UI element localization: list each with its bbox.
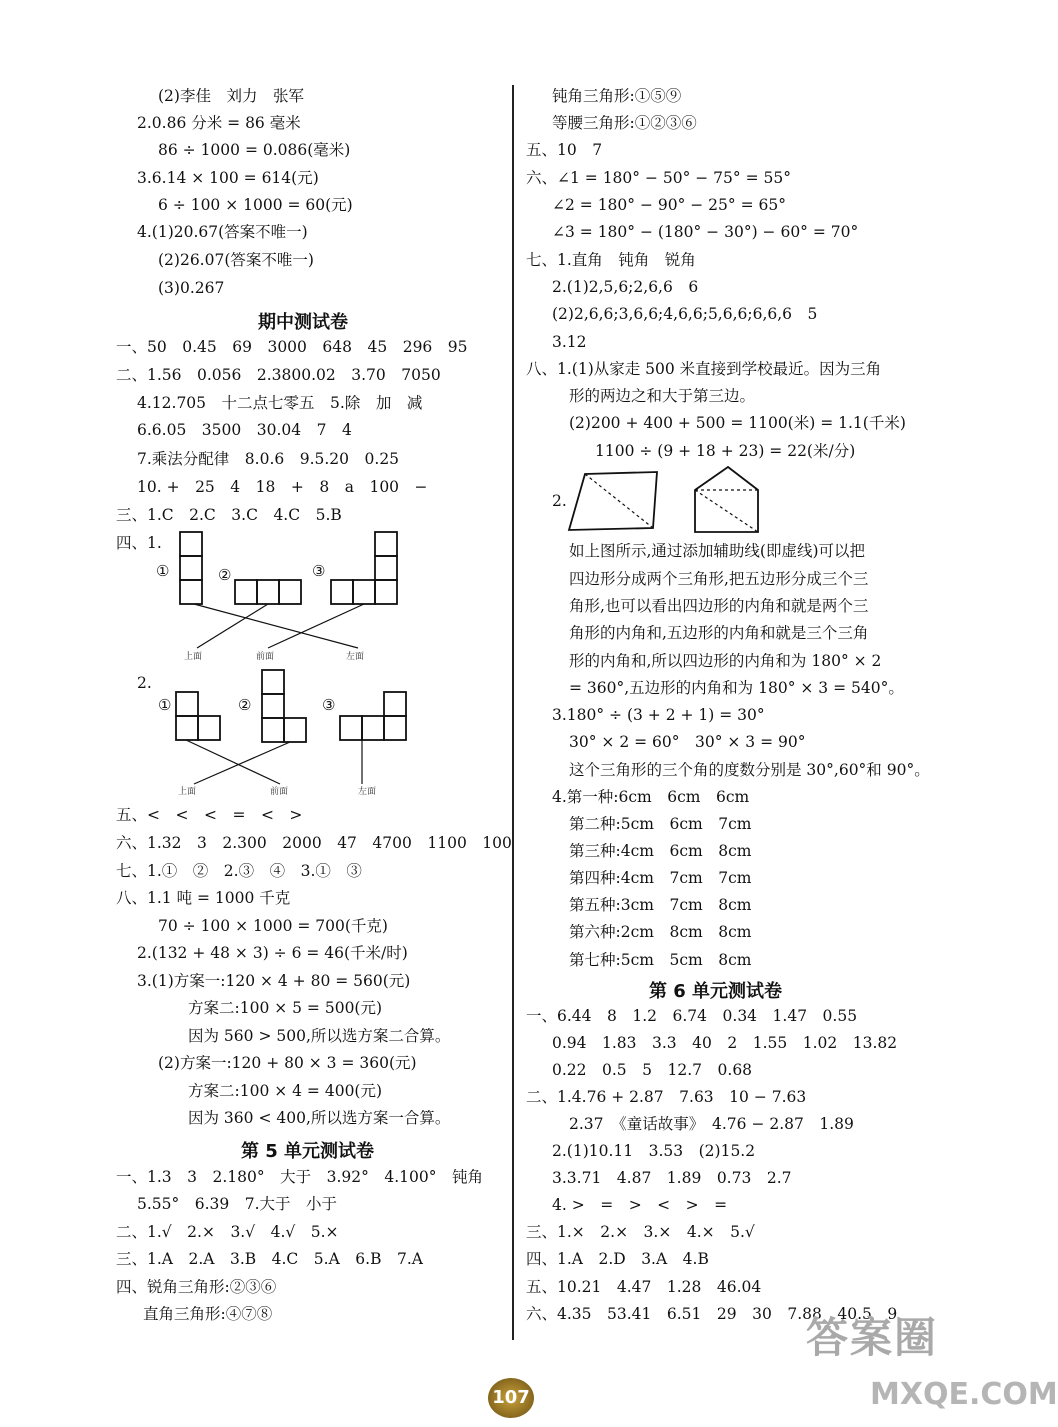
answer-line: 形的内角和,所以四边形的内角和为 180° × 2 [569, 652, 882, 670]
answer-line: 6 ÷ 100 × 1000 = 60(元) [158, 196, 353, 214]
answer-line: 7.乘法分配律 8.0.6 9.5.20 0.25 [137, 450, 400, 468]
answer-line: 四、1. [116, 534, 162, 552]
answer-line: 这个三角形的三个角的度数分别是 30°,60°和 90°。 [569, 761, 930, 779]
figure-label: ② [218, 566, 232, 584]
answer-line: 3.(1)方案一:120 × 4 + 80 = 560(元) [137, 972, 411, 990]
answer-line: 如上图所示,通过添加辅助线(即虚线)可以把 [569, 542, 866, 560]
answer-line: 2.(1)10.11 3.53 (2)15.2 [552, 1142, 756, 1160]
answer-line: 70 ÷ 100 × 1000 = 700(千克) [158, 917, 388, 935]
answer-line: 4. > = > < > = [552, 1196, 728, 1214]
answer-line: 方案二:100 × 4 = 400(元) [188, 1082, 383, 1100]
column-divider [512, 85, 514, 1340]
answer-line: 三、1.A 2.A 3.B 4.C 5.A 6.B 7.A [116, 1250, 423, 1268]
answer-line: 3.3.71 4.87 1.89 0.73 2.7 [552, 1169, 792, 1187]
answer-line: 2.37 《童话故事》 4.76 − 2.87 1.89 [569, 1115, 854, 1133]
answer-line: 3.180° ÷ (3 + 2 + 1) = 30° [552, 706, 765, 724]
answer-line: 3.6.14 × 100 = 614(元) [137, 169, 319, 187]
answer-line: 六、1.32 3 2.300 2000 47 4700 1100 100 [116, 834, 512, 852]
view-label: 上面 [184, 652, 203, 662]
answer-line: 角形,也可以看出四边形的内角和就是两个三 [569, 597, 869, 615]
answer-line: 2.(132 + 48 × 3) ÷ 6 = 46(千米/时) [137, 944, 408, 962]
answer-line: 角形的内角和,五边形的内角和就是三个三角 [569, 624, 869, 642]
answer-line: (2)200 + 400 + 500 = 1100(米) = 1.1(千米) [569, 414, 906, 432]
answer-line: 第五种:3cm 7cm 8cm [569, 896, 752, 914]
answer-line: 4.第一种:6cm 6cm 6cm [552, 788, 750, 806]
page-number: 107 [488, 1378, 534, 1418]
answer-line: 二、1.56 0.056 2.3800.02 3.70 7050 [116, 366, 441, 384]
answer-line: 30° × 2 = 60° 30° × 3 = 90° [569, 733, 806, 751]
figure-label: ① [158, 696, 172, 714]
view-label: 前面 [256, 652, 275, 662]
answer-line: 因为 560 > 500,所以选方案二合算。 [188, 1027, 451, 1045]
answer-line: 10. + 25 4 18 + 8 a 100 − [137, 478, 428, 496]
answer-line: 四、1.A 2.D 3.A 4.B [526, 1250, 709, 1268]
answer-line: 一、1.3 3 2.180° 大于 3.92° 4.100° 钝角 [116, 1168, 484, 1186]
answer-line: 第二种:5cm 6cm 7cm [569, 815, 752, 833]
answer-line: 方案二:100 × 5 = 500(元) [188, 999, 383, 1017]
view-label: 左面 [346, 652, 365, 662]
answer-line: 1100 ÷ (9 + 18 + 23) = 22(米/分) [595, 442, 856, 460]
answer-line: 2.0.86 分米 = 86 毫米 [137, 114, 301, 132]
answer-line: 2.(1)2,5,6;2,6,6 6 [552, 278, 699, 296]
answer-line: 第六种:2cm 8cm 8cm [569, 923, 752, 941]
answer-line: (2)方案一:120 + 80 × 3 = 360(元) [158, 1054, 417, 1072]
answer-line: 第三种:4cm 6cm 8cm [569, 842, 752, 860]
answer-line: 七、1.直角 钝角 锐角 [526, 251, 696, 269]
answer-line: 3.12 [552, 333, 587, 351]
figure-label: ③ [312, 562, 326, 580]
answer-line: 第四种:4cm 7cm 7cm [569, 869, 752, 887]
answer-line: 六、∠1 = 180° − 50° − 75° = 55° [526, 169, 791, 187]
answer-line: (2)26.07(答案不唯一) [158, 251, 314, 269]
answer-line: 八、1.(1)从家走 500 米直接到学校最近。因为三角 [526, 360, 882, 378]
section-heading: 期中测试卷 [258, 312, 348, 333]
view-label: 左面 [358, 787, 377, 797]
answer-line: (3)0.267 [158, 279, 225, 297]
answer-line: 五、10.21 4.47 1.28 46.04 [526, 1278, 762, 1296]
answer-line: 直角三角形:④⑦⑧ [143, 1305, 273, 1323]
answer-line: 五、< < < = < > [116, 806, 303, 824]
three-view-figure-1 [150, 528, 470, 664]
answer-line: 0.94 1.83 3.3 40 2 1.55 1.02 13.82 [552, 1034, 898, 1052]
answer-line: 2. [552, 492, 567, 510]
answer-line: 四、锐角三角形:②③⑥ [116, 1278, 277, 1296]
answer-line: (2)2,6,6;3,6,6;4,6,6;5,6,6;6,6,6 5 [552, 305, 818, 323]
answer-line: ∠3 = 180° − (180° − 30°) − 60° = 70° [552, 223, 859, 241]
answer-line: 第七种:5cm 5cm 8cm [569, 951, 752, 969]
watermark-url: MXQE.COM [870, 1377, 1058, 1412]
answer-line: 六、4.35 53.41 6.51 29 30 7.88 40.5 9 [526, 1305, 898, 1323]
section-heading: 第 5 单元测试卷 [241, 1141, 375, 1162]
answer-line: 三、1.C 2.C 3.C 4.C 5.B [116, 506, 342, 524]
answer-line: 一、50 0.45 69 3000 648 45 296 95 [116, 338, 468, 356]
answer-line: = 360°,五边形的内角和为 180° × 3 = 540°。 [569, 679, 904, 697]
answer-line: 钝角三角形:①⑤⑨ [552, 87, 682, 105]
answer-line: 三、1.× 2.× 3.× 4.× 5.√ [526, 1223, 755, 1241]
section-heading: 第 6 单元测试卷 [649, 981, 783, 1002]
answer-line: 4.12.705 十二点七零五 5.除 加 减 [137, 394, 423, 412]
answer-line: 形的两边之和大于第三边。 [569, 387, 756, 405]
figure-label: ① [156, 562, 170, 580]
answer-line: 因为 360 < 400,所以选方案一合算。 [188, 1109, 451, 1127]
answer-line: 等腰三角形:①②③⑥ [552, 114, 697, 132]
three-view-figure-2 [150, 668, 470, 800]
view-label: 前面 [270, 787, 289, 797]
answer-line: 五、10 7 [526, 141, 603, 159]
watermark-text: 答案圈 [806, 1313, 939, 1362]
answer-line: 5.55° 6.39 7.大于 小于 [137, 1195, 338, 1213]
watermark-logo [806, 1305, 1058, 1425]
answer-line: 6.6.05 3500 30.04 7 4 [137, 421, 352, 439]
figure-label: ② [238, 696, 252, 714]
answer-line: 一、6.44 8 1.2 6.74 0.34 1.47 0.55 [526, 1007, 858, 1025]
figure-label: ③ [322, 696, 336, 714]
answer-line: 0.22 0.5 5 12.7 0.68 [552, 1061, 753, 1079]
answer-line: 四边形分成两个三角形,把五边形分成三个三 [569, 570, 869, 588]
view-label: 上面 [178, 787, 197, 797]
answer-line: ∠2 = 180° − 90° − 25° = 65° [552, 196, 786, 214]
answer-line: 二、1.√ 2.× 3.√ 4.√ 5.× [116, 1223, 339, 1241]
answer-line: (2)李佳 刘力 张军 [158, 87, 304, 105]
answer-line: 2. [137, 674, 152, 692]
answer-line: 4.(1)20.67(答案不唯一) [137, 223, 308, 241]
polygon-diagonal-figure [565, 462, 795, 540]
answer-line: 86 ÷ 1000 = 0.086(毫米) [158, 141, 351, 159]
answer-line: 八、1.1 吨 = 1000 千克 [116, 889, 291, 907]
answer-line: 七、1.① ② 2.③ ④ 3.① ③ [116, 862, 362, 880]
answer-line: 二、1.4.76 + 2.87 7.63 10 − 7.63 [526, 1088, 807, 1106]
